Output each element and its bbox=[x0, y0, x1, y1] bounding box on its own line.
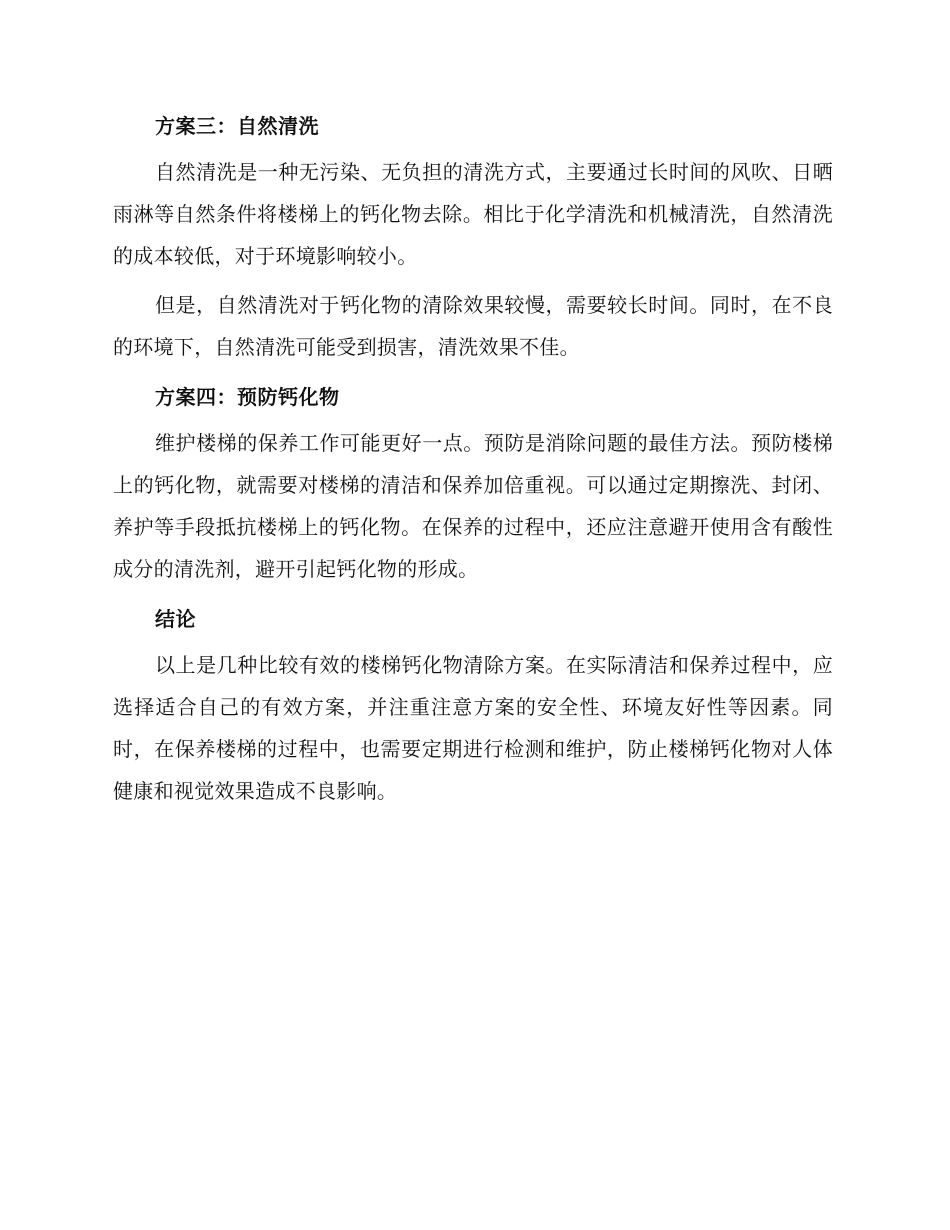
paragraph: 以上是几种比较有效的楼梯钙化物清除方案。在实际清洁和保养过程中，应选择适合自己的有效方案，并注重注意方案的安全性、环境友好性等因素。同时，在保养楼梯的过程中，也需要定期进行检测和维护，防止楼梯钙化物对人体健康和视觉效果造成不良影响。 bbox=[113, 653, 833, 803]
paragraph: 自然清洗是一种无污染、无负担的清洗方式，主要通过长时间的风吹、日晒雨淋等自然条件将楼梯上的钙化物去除。相比于化学清洗和机械清洗，自然清洗的成本较低，对于环境影响较小。 bbox=[113, 160, 833, 268]
document-body bbox=[113, 104, 833, 819]
paragraph: 但是，自然清洗对于钙化物的清除效果较慢，需要较长时间。同时，在不良的环境下，自然清洗可能受到损害，清洗效果不佳。 bbox=[113, 293, 833, 359]
paragraph: 维护楼梯的保养工作可能更好一点。预防是消除问题的最佳方法。预防楼梯上的钙化物，就需要对楼梯的清洁和保养加倍重视。可以通过定期擦洗、封闭、养护等手段抵抗楼梯上的钙化物。在保养的过程中，还应注意避开使用含有酸性成分的清洗剂，避开引起钙化物的形成。 bbox=[113, 431, 833, 581]
section-heading-plan-three: 方案三：自然清洗 bbox=[155, 114, 319, 138]
section-heading-conclusion: 结论 bbox=[155, 607, 196, 631]
section-heading-plan-four: 方案四：预防钙化物 bbox=[155, 385, 340, 409]
